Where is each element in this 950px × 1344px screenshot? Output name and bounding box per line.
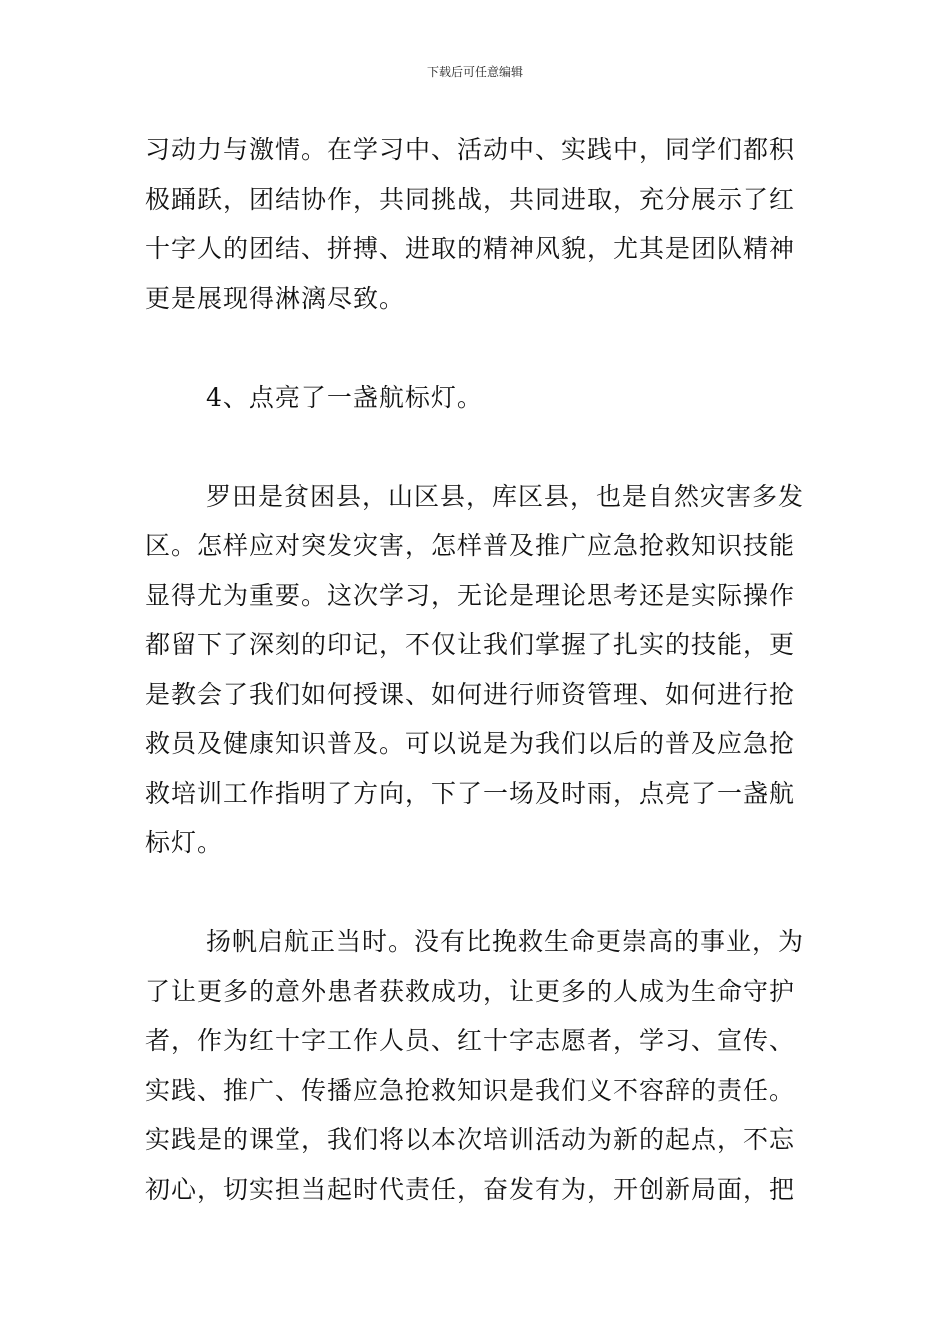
paragraph-spacer: [145, 868, 810, 918]
paragraph-set-sail: 扬帆启航正当时。没有比挽救生命更崇高的事业，为了让更多的意外患者获救成功，让更多的人成为生命守护者，作为红十字工作人员、红十字志愿者，学习、宣传、实践、推广、传播应急抢救知识是我们义不容辞的责任。实践是的课堂，我们将以本次培训活动为新的起点，不忘初心，切实担当起时代责任，奋发有为，开创新局面，把: [145, 927, 804, 1204]
document-body: [145, 125, 810, 1214]
page-header-note: 下载后可任意编辑: [426, 65, 523, 79]
paragraph-spacer: [145, 323, 810, 373]
paragraph-spacer: [145, 422, 810, 472]
paragraph-luotian: 罗田是贫困县，山区县，库区县，也是自然灾害多发区。怎样应对突发灾害，怎样普及推广应急抢救知识技能显得尤为重要。这次学习，无论是理论思考还是实际操作都留下了深刻的印记，不仅让我们掌握了扎实的技能，更是教会了我们如何授课、如何进行师资管理、如何进行抢救员及健康知识普及。可以说是为我们以后的普及应急抢救培训工作指明了方向，下了一场及时雨，点亮了一盏航标灯。: [145, 481, 804, 857]
paragraph-intro-continuation: 习动力与激情。在学习中、活动中、实践中，同学们都积极踊跃，团结协作，共同挑战，共同进取，充分展示了红十字人的团结、拼搏、进取的精神风貌，尤其是团队精神更是展现得淋漓尽致。: [145, 135, 796, 313]
section-heading-4: 4、点亮了一盏航标灯。: [145, 382, 483, 412]
